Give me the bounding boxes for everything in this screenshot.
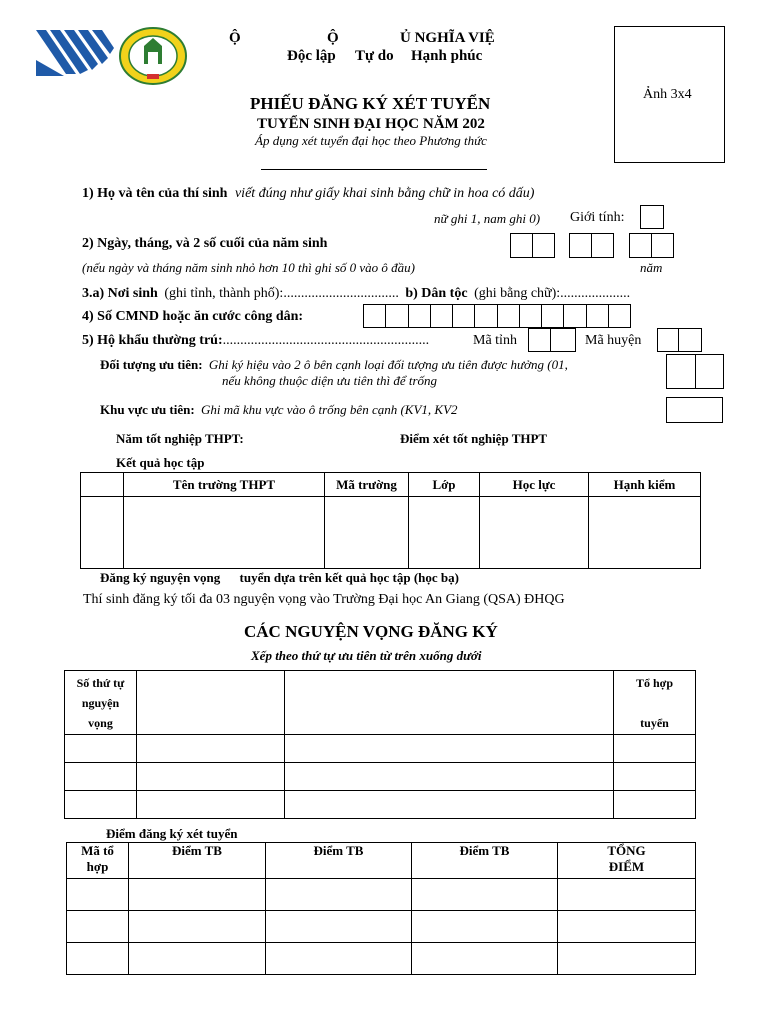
score-cell[interactable]: [266, 943, 412, 975]
score-cell[interactable]: [67, 879, 129, 911]
grad-score-label: Điểm xét tốt nghiệp THPT: [400, 431, 548, 446]
id-label: 4) Số CMND hoặc ăn cước công dân:: [82, 309, 304, 324]
transcript-header-academic: Học lực: [480, 473, 589, 497]
motto-fragment-2: Ộ: [327, 30, 339, 46]
district-code-label: Mã huyện: [585, 333, 642, 348]
registration-line-1: [100, 570, 459, 586]
motto-fragment-3: Ủ NGHĨA VIỆ: [400, 30, 495, 46]
wish-header-combo: [614, 671, 696, 735]
score-section-label: Điểm đăng ký xét tuyển: [106, 826, 238, 841]
score-cell[interactable]: [129, 943, 266, 975]
score-cell[interactable]: [67, 943, 129, 975]
wish-table: [64, 670, 696, 819]
transcript-table: [80, 472, 701, 569]
gender-label: Giới tính:: [570, 210, 625, 225]
ethnic-field[interactable]: (ghi bằng chữ):....................: [474, 286, 631, 301]
wish-header-order-line: Số thứ tự: [76, 676, 125, 690]
score-header-line: Điểm TB: [172, 843, 222, 858]
wish-header-order: [65, 671, 137, 735]
score-header-combo-code: [67, 843, 129, 879]
transcript-header-class: Lớp: [409, 473, 480, 497]
priority-area-label: Khu vực ưu tiên:: [100, 402, 195, 417]
wish-header-combo-line: Tổ hợp: [636, 676, 673, 690]
priority-group-hint: Ghi ký hiệu vào 2 ô bên cạnh loại đối tượng ưu tiên được hưởng (01,: [208, 357, 568, 372]
priority-area-hint: Ghi mã khu vực vào ô trống bên cạnh (KV1, KV2: [200, 402, 458, 417]
ethnic-label: b) Dân tộc: [405, 286, 468, 301]
birthplace-label: 3.a) Nơi sinh: [82, 286, 158, 301]
dob-day-box-2[interactable]: [532, 233, 555, 258]
id-digit-box[interactable]: [364, 305, 386, 327]
score-header-line: ĐIỂM: [608, 859, 645, 874]
residence-row: [82, 333, 429, 349]
score-header-line: Điểm TB: [313, 843, 364, 858]
province-code-box-1[interactable]: [528, 328, 551, 352]
motto-independence: Độc lập: [287, 48, 336, 64]
wish-cell[interactable]: [614, 791, 696, 819]
grad-year-label: Năm tốt nghiệp THPT:: [116, 431, 244, 446]
residence-field[interactable]: ...........................................................: [222, 333, 430, 348]
dob-hint: (nếu ngày và tháng năm sinh nhỏ hơn 10 thì ghi số 0 vào ô đầu): [82, 260, 415, 275]
form-title: PHIẾU ĐĂNG KÝ XÉT TUYỂN: [250, 94, 491, 113]
priority-group-row: [100, 357, 568, 373]
dob-label: 2) Ngày, tháng, và 2 số cuối của năm sinh: [82, 236, 328, 251]
score-header-total: [558, 843, 696, 879]
score-header-line: hợp: [86, 859, 109, 874]
photo-box[interactable]: [614, 26, 725, 163]
wish-cell[interactable]: [137, 735, 285, 763]
id-digit-box[interactable]: [409, 305, 431, 327]
wish-cell[interactable]: [285, 735, 614, 763]
wish-cell[interactable]: [285, 791, 614, 819]
score-header-line: Điểm TB: [459, 843, 510, 858]
id-digit-box[interactable]: [564, 305, 586, 327]
id-digit-box[interactable]: [453, 305, 475, 327]
wishes-title: CÁC NGUYỆN VỌNG ĐĂNG KÝ: [244, 622, 498, 641]
score-header-line: TỔNG: [607, 843, 646, 858]
priority-group-hint-2: nếu không thuộc diện ưu tiên thì để trống: [222, 373, 438, 388]
gender-box[interactable]: [640, 205, 664, 229]
score-cell[interactable]: [129, 911, 266, 943]
id-digit-box[interactable]: [498, 305, 520, 327]
name-hint: viết đúng như giấy khai sinh bằng chữ in hoa có dấu): [234, 186, 535, 201]
residence-label: 5) Hộ khẩu thường trú:: [82, 333, 223, 348]
wish-header-order-line: nguyện: [81, 696, 120, 710]
transcript-cell[interactable]: [81, 497, 124, 569]
dob-year-box-1[interactable]: [629, 233, 652, 258]
transcript-cell[interactable]: [325, 497, 409, 569]
motto-fragment-1: Ộ: [229, 30, 241, 46]
score-cell[interactable]: [266, 911, 412, 943]
birthplace-field[interactable]: (ghi tỉnh, thành phố):.................................: [164, 286, 399, 301]
title-divider: [261, 169, 487, 170]
id-digit-box[interactable]: [431, 305, 453, 327]
id-digit-box[interactable]: [386, 305, 408, 327]
photo-label: Ảnh 3x4: [643, 87, 692, 102]
id-number-boxes[interactable]: [363, 304, 631, 328]
wishes-subtitle: Xếp theo thứ tự ưu tiên từ trên xuống dưới: [251, 648, 482, 663]
score-cell[interactable]: [412, 879, 558, 911]
score-header-line: Mã tổ: [81, 843, 114, 858]
score-cell[interactable]: [558, 943, 696, 975]
school-seal-icon: [118, 26, 188, 86]
score-cell[interactable]: [412, 943, 558, 975]
score-table: [66, 842, 696, 975]
district-code-box-2[interactable]: [678, 328, 702, 352]
priority-area-row: [100, 402, 458, 418]
gender-hint: nữ ghi 1, nam ghi 0): [434, 211, 541, 226]
score-cell[interactable]: [129, 879, 266, 911]
transcript-header-conduct: Hạnh kiểm: [589, 473, 701, 497]
transcript-header-blank: [81, 473, 124, 497]
dob-year-box-2[interactable]: [651, 233, 674, 258]
wish-cell[interactable]: [285, 763, 614, 791]
district-code-box-1[interactable]: [657, 328, 679, 352]
province-code-box-2[interactable]: [550, 328, 576, 352]
wish-cell[interactable]: [65, 735, 137, 763]
id-digit-box[interactable]: [475, 305, 497, 327]
score-cell[interactable]: [558, 879, 696, 911]
priority-group-box-2[interactable]: [695, 354, 724, 389]
priority-group-box-1[interactable]: [666, 354, 696, 389]
study-result-label: Kết quả học tập: [116, 455, 205, 470]
registration-line-1a: Đăng ký nguyện vọng: [100, 570, 221, 585]
id-digit-box[interactable]: [587, 305, 609, 327]
name-row: [82, 186, 534, 202]
motto-happiness: Hạnh phúc: [411, 48, 483, 64]
id-digit-box[interactable]: [609, 305, 630, 327]
wish-cell[interactable]: [65, 791, 137, 819]
wish-header-blank: [137, 671, 285, 735]
score-header-avg-2: [266, 843, 412, 879]
transcript-header-school: Tên trường THPT: [124, 473, 325, 497]
id-digit-box[interactable]: [542, 305, 564, 327]
score-cell[interactable]: [266, 879, 412, 911]
wish-cell[interactable]: [137, 791, 285, 819]
birthplace-row: [82, 286, 630, 302]
dob-year-label: năm: [640, 260, 663, 275]
university-stripes-logo: [36, 28, 114, 78]
priority-group-label: Đối tượng ưu tiên:: [100, 357, 203, 372]
wish-cell[interactable]: [65, 763, 137, 791]
id-digit-box[interactable]: [520, 305, 542, 327]
motto-freedom: Tự do: [355, 48, 394, 64]
form-subtitle: TUYỂN SINH ĐẠI HỌC NĂM 202: [257, 116, 485, 132]
name-label: 1) Họ và tên của thí sinh: [82, 186, 228, 201]
dob-month-box-1[interactable]: [569, 233, 592, 258]
wish-header-combo-line: tuyển: [640, 716, 669, 730]
form-note: Áp dụng xét tuyển đại học theo Phương thức: [255, 133, 487, 148]
dob-month-box-2[interactable]: [591, 233, 614, 258]
wish-cell[interactable]: [614, 735, 696, 763]
score-cell[interactable]: [412, 911, 558, 943]
wish-cell[interactable]: [614, 763, 696, 791]
priority-area-box[interactable]: [666, 397, 723, 423]
score-header-avg-1: [129, 843, 266, 879]
transcript-cell[interactable]: [480, 497, 589, 569]
score-cell[interactable]: [558, 911, 696, 943]
transcript-header-school-code: Mã trường: [325, 473, 409, 497]
dob-day-box-1[interactable]: [510, 233, 533, 258]
score-header-avg-3: [412, 843, 558, 879]
transcript-cell[interactable]: [589, 497, 701, 569]
transcript-cell[interactable]: [124, 497, 325, 569]
score-cell[interactable]: [67, 911, 129, 943]
wish-header-order-line: vọng: [88, 716, 113, 730]
wish-header-blank: [285, 671, 614, 735]
province-code-label: Mã tỉnh: [473, 333, 517, 348]
wish-cell[interactable]: [137, 763, 285, 791]
registration-line-2: Thí sinh đăng ký tối đa 03 nguyện vọng vào Trường Đại học An Giang (QSA) ĐHQG: [83, 592, 565, 607]
transcript-cell[interactable]: [409, 497, 480, 569]
registration-line-1b: tuyển dựa trên kết quả học tập (học bạ): [239, 570, 459, 585]
